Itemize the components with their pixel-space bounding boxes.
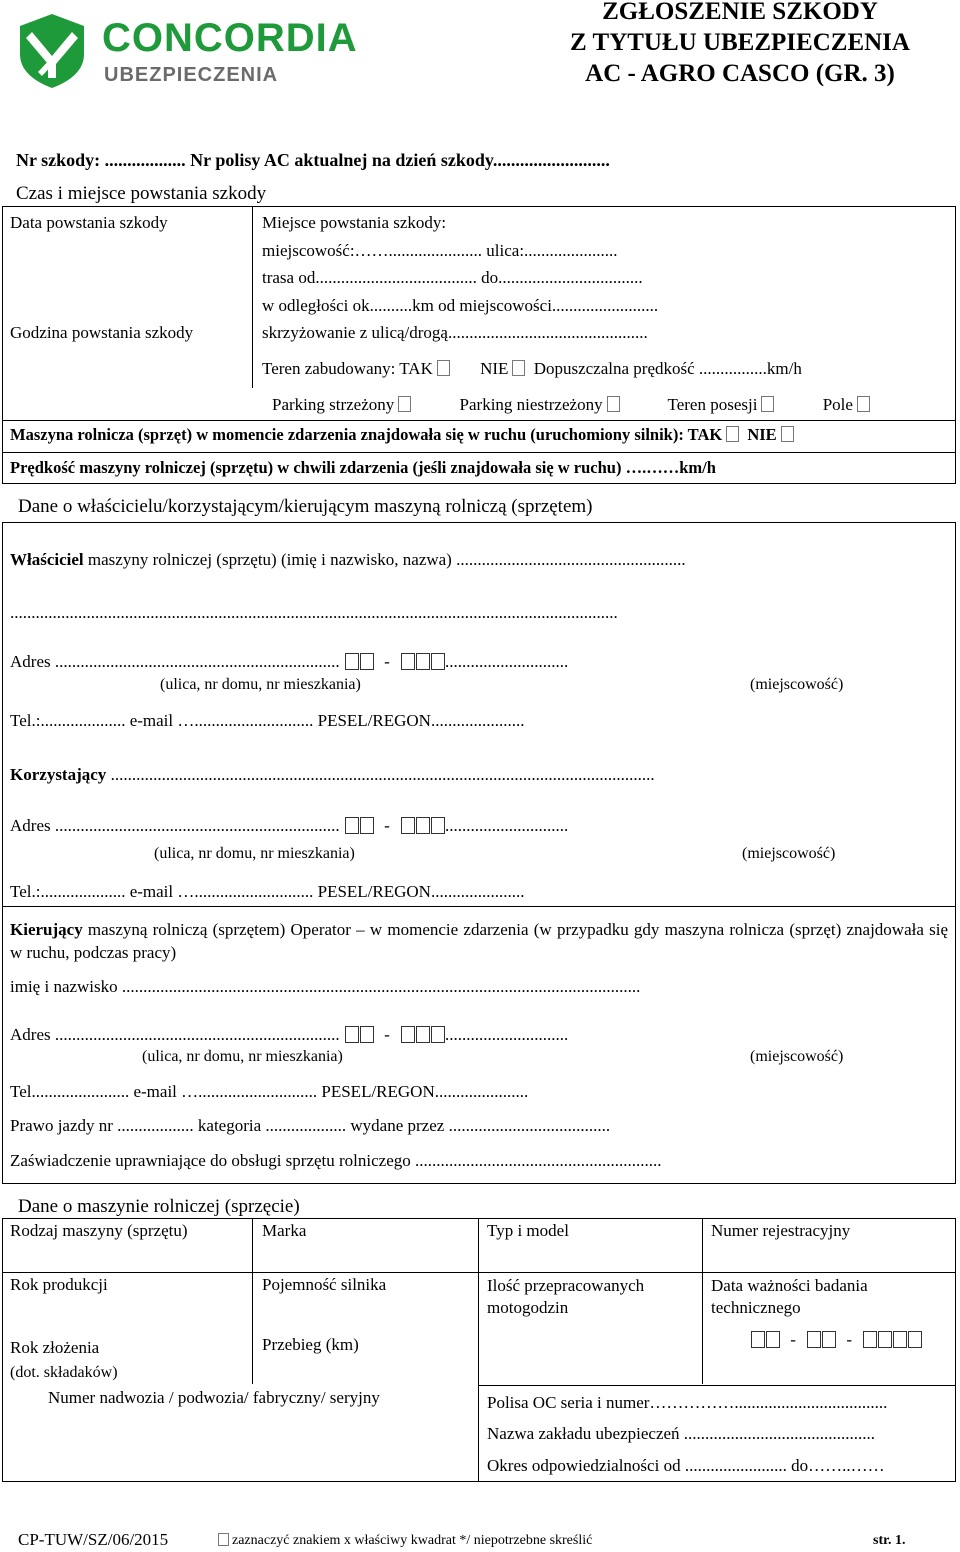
postal-digit[interactable]	[401, 817, 415, 834]
machine-type-label: Rodzaj maszyny (sprzętu)	[10, 1221, 188, 1240]
inspection-validity-label: Data ważności badania technicznego	[711, 1276, 868, 1317]
user-contact-row[interactable]: Tel.:.................... e-mail …............................ PESEL/REGON......................	[10, 882, 525, 901]
section-heading-owner: Dane o właścicielu/korzystającym/kierującym maszyną rolniczą (sprzętem)	[18, 496, 593, 517]
footer-note: zaznaczyć znakiem x właściwy kwadrat */ niepotrzebne skreślić	[218, 1533, 592, 1549]
assembly-year-label: Rok złożenia (dot. składaków)	[10, 1338, 118, 1381]
driving-license-row[interactable]: Prawo jazdy nr .................. kategoria ................... wydane przez ......................................	[10, 1116, 611, 1135]
inspection-date-boxes[interactable]: - -	[750, 1330, 922, 1350]
form-title	[530, 0, 950, 89]
place-of-damage-label: Miejsce powstania szkody:	[262, 213, 447, 232]
machine-moving-row	[10, 425, 798, 445]
date-digit[interactable]	[908, 1331, 922, 1348]
machine-moving-no-label: NIE	[747, 425, 777, 444]
parking-guarded-label: Parking strzeżony	[272, 395, 395, 414]
postal-digit[interactable]	[345, 1026, 359, 1043]
claim-number-line: Nr szkody: .................. Nr polisy AC aktualnej na dzień szkody..........................	[16, 150, 610, 170]
built-up-no-checkbox[interactable]	[512, 360, 525, 376]
logo-sub: UBEZPIECZENIA	[104, 64, 279, 86]
form-code: CP-TUW/SZ/06/2015	[18, 1530, 169, 1549]
date-digit[interactable]	[766, 1331, 780, 1348]
insurer-name-field[interactable]: Nazwa zakładu ubezpieczeń .............................................	[487, 1424, 876, 1443]
date-digit[interactable]	[893, 1331, 907, 1348]
address-hint: (ulica, nr domu, nr mieszkania)	[142, 1048, 343, 1065]
postal-digit[interactable]	[360, 1026, 374, 1043]
page-number: str. 1.	[873, 1533, 906, 1548]
engine-capacity-label: Pojemność silnika	[262, 1275, 387, 1294]
postal-digit[interactable]	[431, 817, 445, 834]
concordia-logo-icon	[16, 12, 88, 90]
locality-hint: (miejscowość)	[750, 1048, 844, 1065]
certificate-row[interactable]: Zaświadczenie uprawniające do obsługi sprzętu rolniczego ..........................................................	[10, 1151, 662, 1170]
driver-address-row[interactable]: Adres ................................................................... - .............................	[10, 1025, 569, 1044]
property-area-checkbox[interactable]	[761, 396, 774, 412]
postal-digit[interactable]	[345, 817, 359, 834]
date-digit[interactable]	[807, 1331, 821, 1348]
title-line-3: AC - AGRO CASCO (GR. 3)	[585, 60, 895, 87]
model-label: Typ i model	[487, 1221, 569, 1240]
owner-address-row[interactable]: Adres ................................................................... - .............................	[10, 652, 569, 671]
machine-speed-field[interactable]: Prędkość maszyny rolniczej (sprzętu) w chwili zdarzenia (jeśli znajdowała się w ruchu) ….……km/h	[10, 458, 716, 477]
postal-digit[interactable]	[401, 1026, 415, 1043]
postal-digit[interactable]	[345, 653, 359, 670]
distance-field[interactable]: w odległości ok..........km od miejscowości.........................	[262, 296, 659, 315]
oc-policy-field[interactable]: Polisa OC seria i numer……………....................................	[487, 1393, 888, 1412]
date-digit[interactable]	[822, 1331, 836, 1348]
built-up-yes-checkbox[interactable]	[437, 360, 450, 376]
property-area-label: Teren posesji	[667, 395, 758, 414]
speed-limit-field[interactable]: Dopuszczalna prędkość ................km/h	[533, 359, 802, 378]
locality-hint: (miejscowość)	[750, 676, 844, 693]
title-line-1: ZGŁOSZENIE SZKODY	[602, 0, 878, 25]
postal-digit[interactable]	[431, 1026, 445, 1043]
postal-digit[interactable]	[416, 653, 430, 670]
section-heading-machine: Dane o maszynie rolniczej (sprzęcie)	[18, 1196, 300, 1217]
brand-label: Marka	[262, 1221, 307, 1240]
engine-hours-label: Ilość przepracowanych motogodzin	[487, 1276, 645, 1317]
machine-moving-label: Maszyna rolnicza (sprzęt) w momencie zdarzenia znajdowała się w ruchu (uruchomiony silnik): TAK	[10, 425, 723, 444]
date-of-damage-label: Data powstania szkody	[10, 213, 168, 232]
field-checkbox[interactable]	[857, 396, 870, 412]
postal-digit[interactable]	[416, 1026, 430, 1043]
owner-row[interactable]: Właściciel maszyny rolniczej (sprzętu) (imię i nazwisko, nazwa) ......................................................	[10, 550, 686, 569]
postal-digit[interactable]	[401, 653, 415, 670]
parking-unguarded-label: Parking niestrzeżony	[459, 395, 603, 414]
postal-digit[interactable]	[360, 653, 374, 670]
checkbox-legend-icon	[218, 1533, 229, 1546]
company-logo	[16, 12, 358, 92]
machine-moving-yes-checkbox[interactable]	[726, 426, 739, 442]
locality-field[interactable]: miejscowość:……...................... ulica:......................	[262, 241, 618, 260]
date-digit[interactable]	[878, 1331, 892, 1348]
driver-name-field[interactable]: imię i nazwisko ..........................................................................................................................	[10, 977, 641, 996]
production-year-label: Rok produkcji	[10, 1275, 108, 1294]
date-digit[interactable]	[863, 1331, 877, 1348]
machine-moving-no-checkbox[interactable]	[781, 426, 794, 442]
driver-description: Kierujący maszyną rolniczą (sprzętem) Operator – w momencie zdarzenia (w przypadku gdy maszyna rolnicza (sprzęt) znajdowała się w ruchu, podczas pracy)	[10, 920, 948, 962]
user-address-row[interactable]: Adres ................................................................... - .............................	[10, 816, 569, 835]
built-up-label: Teren zabudowany: TAK	[262, 359, 433, 378]
chassis-number-label: Numer nadwozia / podwozia/ fabryczny/ seryjny	[48, 1388, 380, 1407]
title-line-2: Z TYTUŁU UBEZPIECZENIA	[570, 29, 910, 56]
locality-hint: (miejscowość)	[742, 845, 836, 862]
field-label: Pole	[822, 395, 853, 414]
parking-row	[272, 395, 874, 415]
driver-contact-row[interactable]: Tel....................... e-mail …............................ PESEL/REGON......................	[10, 1082, 529, 1101]
owner-label: Właściciel	[10, 550, 84, 569]
owner-continuation-line[interactable]: ...............................................................................................................................................	[10, 603, 618, 622]
section-heading-time-place: Czas i miejsce powstania szkody	[16, 183, 267, 204]
parking-guarded-checkbox[interactable]	[398, 396, 411, 412]
registration-number-label: Numer rejestracyjny	[711, 1221, 851, 1240]
built-up-area-row	[262, 359, 802, 379]
address-hint: (ulica, nr domu, nr mieszkania)	[154, 845, 355, 862]
mileage-label: Przebieg (km)	[262, 1335, 359, 1354]
postal-digit[interactable]	[416, 817, 430, 834]
logo-brand: CONCORDIA	[102, 16, 358, 60]
postal-digit[interactable]	[431, 653, 445, 670]
address-hint: (ulica, nr domu, nr mieszkania)	[160, 676, 361, 693]
hour-of-damage-label: Godzina powstania szkody	[10, 323, 194, 342]
driver-label: Kierujący	[10, 920, 83, 939]
intersection-field[interactable]: skrzyżowanie z ulicą/drogą...............................................	[262, 323, 648, 342]
built-up-no-label: NIE	[480, 359, 509, 378]
owner-contact-row[interactable]: Tel.:.................... e-mail …............................ PESEL/REGON......................	[10, 711, 525, 730]
route-field[interactable]: trasa od...................................... do..................................	[262, 268, 643, 287]
user-row[interactable]: Korzystający ................................................................................................................................	[10, 765, 655, 784]
user-label: Korzystający	[10, 765, 107, 784]
parking-unguarded-checkbox[interactable]	[607, 396, 620, 412]
date-digit[interactable]	[751, 1331, 765, 1348]
liability-period-field[interactable]: Okres odpowiedzialności od ........................ do……..……	[487, 1456, 885, 1475]
postal-digit[interactable]	[360, 817, 374, 834]
